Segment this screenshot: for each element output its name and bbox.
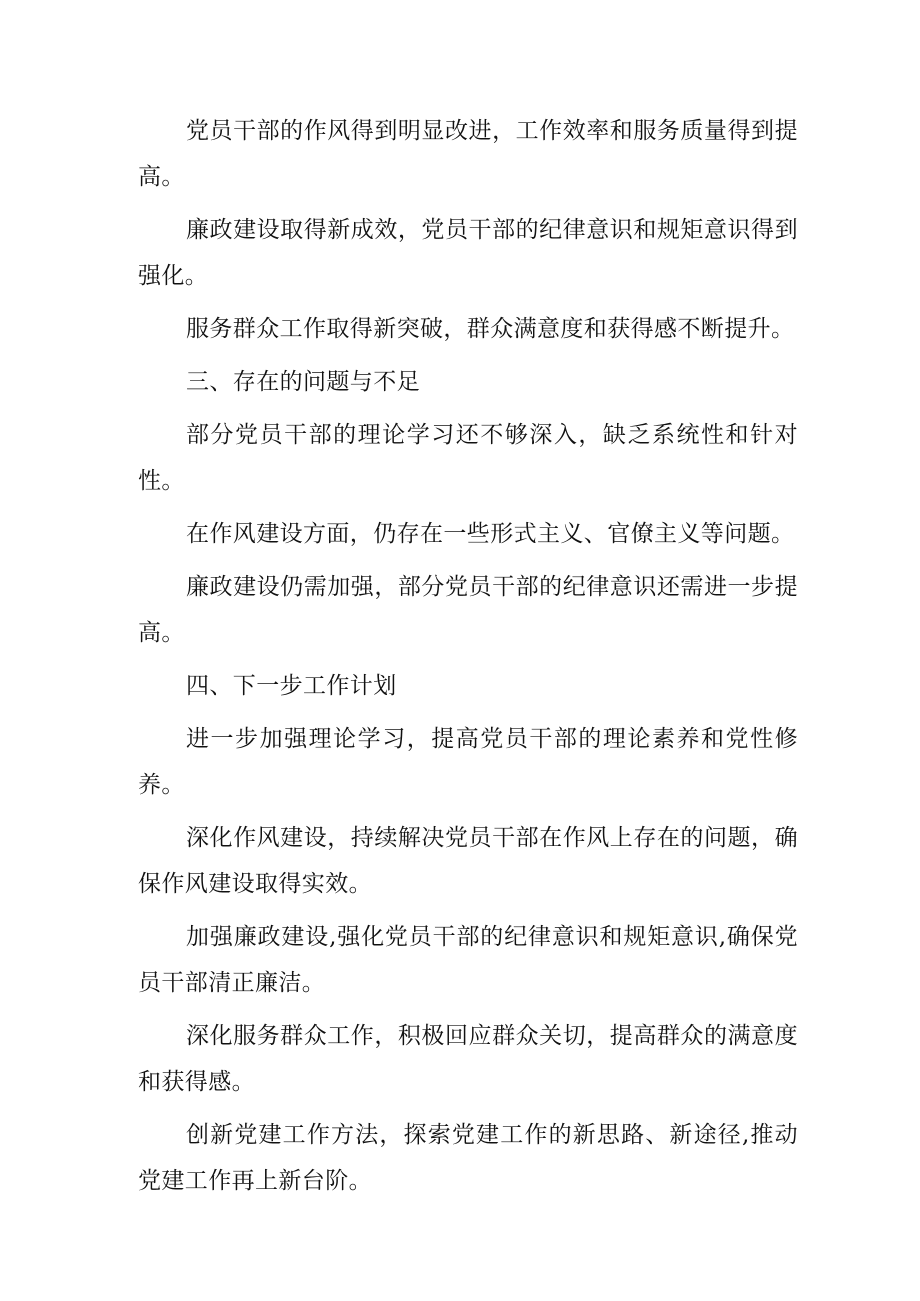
paragraph-5: 在作风建设方面，仍存在一些形式主义、官僚主义等问题。 xyxy=(186,521,795,547)
section-heading-3: 三、存在的问题与不足 xyxy=(186,369,420,395)
section-heading-4: 四、下一步工作计划 xyxy=(186,673,397,699)
document-body xyxy=(138,108,798,1204)
paragraph-7: 进一步加强理论学习，提高党员干部的理论素养和党性修养。 xyxy=(138,726,798,798)
paragraph-3: 服务群众工作取得新突破，群众满意度和获得感不断提升。 xyxy=(186,316,795,342)
paragraph-9: 加强廉政建设,强化党员干部的纪律意识和规矩意识,确保党员干部清正廉洁。 xyxy=(138,924,798,996)
paragraph-2: 廉政建设取得新成效，党员干部的纪律意识和规矩意识得到强化。 xyxy=(138,217,798,289)
paragraph-8: 深化作风建设，持续解决党员干部在作风上存在的问题，确保作风建设取得实效。 xyxy=(138,825,798,897)
paragraph-1: 党员干部的作风得到明显改进，工作效率和服务质量得到提高。 xyxy=(138,118,798,190)
paragraph-11: 创新党建工作方法，探索党建工作的新思路、新途径,推动党建工作再上新台阶。 xyxy=(138,1122,798,1194)
paragraph-6: 廉政建设仍需加强，部分党员干部的纪律意识还需进一步提高。 xyxy=(138,574,798,646)
paragraph-10: 深化服务群众工作，积极回应群众关切，提高群众的满意度和获得感。 xyxy=(138,1023,798,1095)
paragraph-4: 部分党员干部的理论学习还不够深入，缺乏系统性和针对性。 xyxy=(138,422,798,494)
